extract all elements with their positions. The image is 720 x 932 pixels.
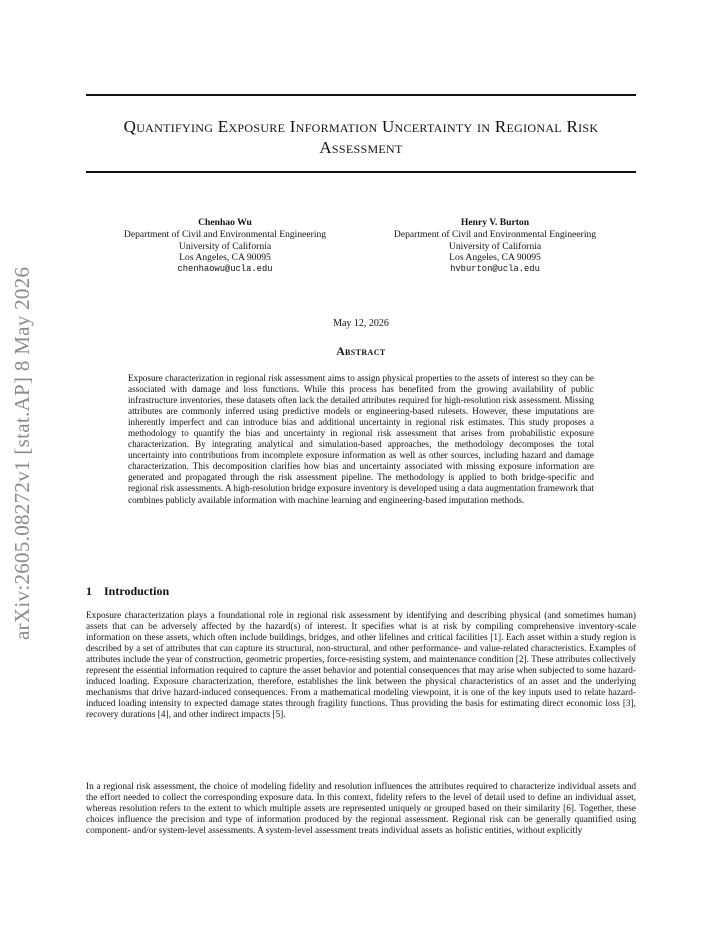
title-top-rule — [86, 94, 636, 96]
author-block — [90, 217, 630, 276]
author-email[interactable]: chenhaowu@ucla.edu — [177, 264, 273, 275]
author-university: University of California — [448, 240, 542, 252]
author-university: University of California — [178, 240, 272, 252]
author-department: Department of Civil and Environmental Engineering — [393, 228, 597, 240]
author-1 — [90, 217, 360, 276]
author-name: Chenhao Wu — [198, 217, 252, 228]
author-name: Henry V. Burton — [460, 217, 530, 228]
author-location: Los Angeles, CA 90095 — [449, 252, 541, 264]
abstract-text: Exposure characterization in regional risk assessment aims to assign physical properties to the assets of interest so they can be associated with damage and loss functions. While this process has benefited from the growing availability of public infrastructure inventories, these datasets often lack the detailed attributes required for high-resolution risk assessment. Missing attributes are commonly inferred using predictive models or engineering-based rulesets. However, these imputations are inherently imperfect and can introduce bias and additional uncertainty in regional risk estimates. This study proposes a methodology to quantify the bias and uncertainty in regional risk assessment that arises from probabilistic exposure characterization. By integrating analytical and simulation-based approaches, the methodology decomposes the total uncertainty into contributions from incomplete exposure information as well as other sources, including hazard and damage characterization. This decomposition clarifies how bias and uncertainty associated with missing exposure information are generated and propagated through the risk assessment pipeline. The methodology is applied to both bridge-specific and regional risk assessments. A high-resolution bridge exposure inventory is developed using a data augmentation framework that combines publicly available information with machine learning and engineering-based imputation methods. — [128, 373, 594, 505]
section-title: Introduction — [104, 584, 170, 598]
section-number: 1 — [86, 584, 92, 598]
author-department: Department of Civil and Environmental Engineering — [123, 228, 327, 240]
section-heading — [86, 584, 169, 599]
body-paragraph: In a regional risk assessment, the choice of modeling fidelity and resolution influences the attributes required to characterize individual assets and the effort needed to collect the corresponding exposure data. In this context, fidelity refers to the level of detail used to define an individual asset, whereas resolution refers to the extent to which multiple assets are represented uniquely or grouped based on their similarity [6]. Together, these choices influence the precision and type of information produced by the regional assessment. Regional risk can be generally quantified using component- and/or system-level assessments. A system-level assessment treats individual assets as holistic entities, without explicitly — [86, 782, 636, 837]
author-2 — [360, 217, 630, 276]
paper-title: Quantifying Exposure Information Uncertainty in Regional Risk Assessment — [123, 117, 599, 157]
publication-date: May 12, 2026 — [333, 318, 389, 329]
title-bottom-rule — [86, 171, 636, 173]
arxiv-identifier: arXiv:2605.08272v1 [stat.AP] 8 May 2026 — [10, 266, 34, 640]
author-email[interactable]: hvburton@ucla.edu — [450, 264, 540, 275]
author-location: Los Angeles, CA 90095 — [179, 252, 271, 264]
body-paragraph: Exposure characterization plays a foundational role in regional risk assessment by identifying and describing physical (and sometimes human) assets that can be adversely affected by the hazard(s) of interest. It specifies what is at risk by compiling comprehensive inventory-scale information on these assets, which often include buildings, bridges, and other lifelines and critical facilities [1]. Each asset within a study region is described by a set of attributes that can capture its structural, non-structural, and other performance- and value-related characteristics. Examples of attributes include the year of construction, geometric properties, force-resisting system, and maintenance condition [2]. These attributes collectively represent the essential information required to capture the asset behavior and potential consequences that may arise when subjected to some hazard-induced loading. Exposure characterization, therefore, establishes the link between the physical characteristics of an asset and the underlying mechanisms that drive hazard-induced consequences. From a mathematical modeling viewpoint, it is one of the key inputs used to relate hazard-induced loading intensity to expected damage states through fragility functions. Thus providing the basis for estimating direct economic loss [3], recovery durations [4], and other indirect impacts [5]. — [86, 611, 636, 721]
abstract-heading: Abstract — [336, 346, 386, 358]
